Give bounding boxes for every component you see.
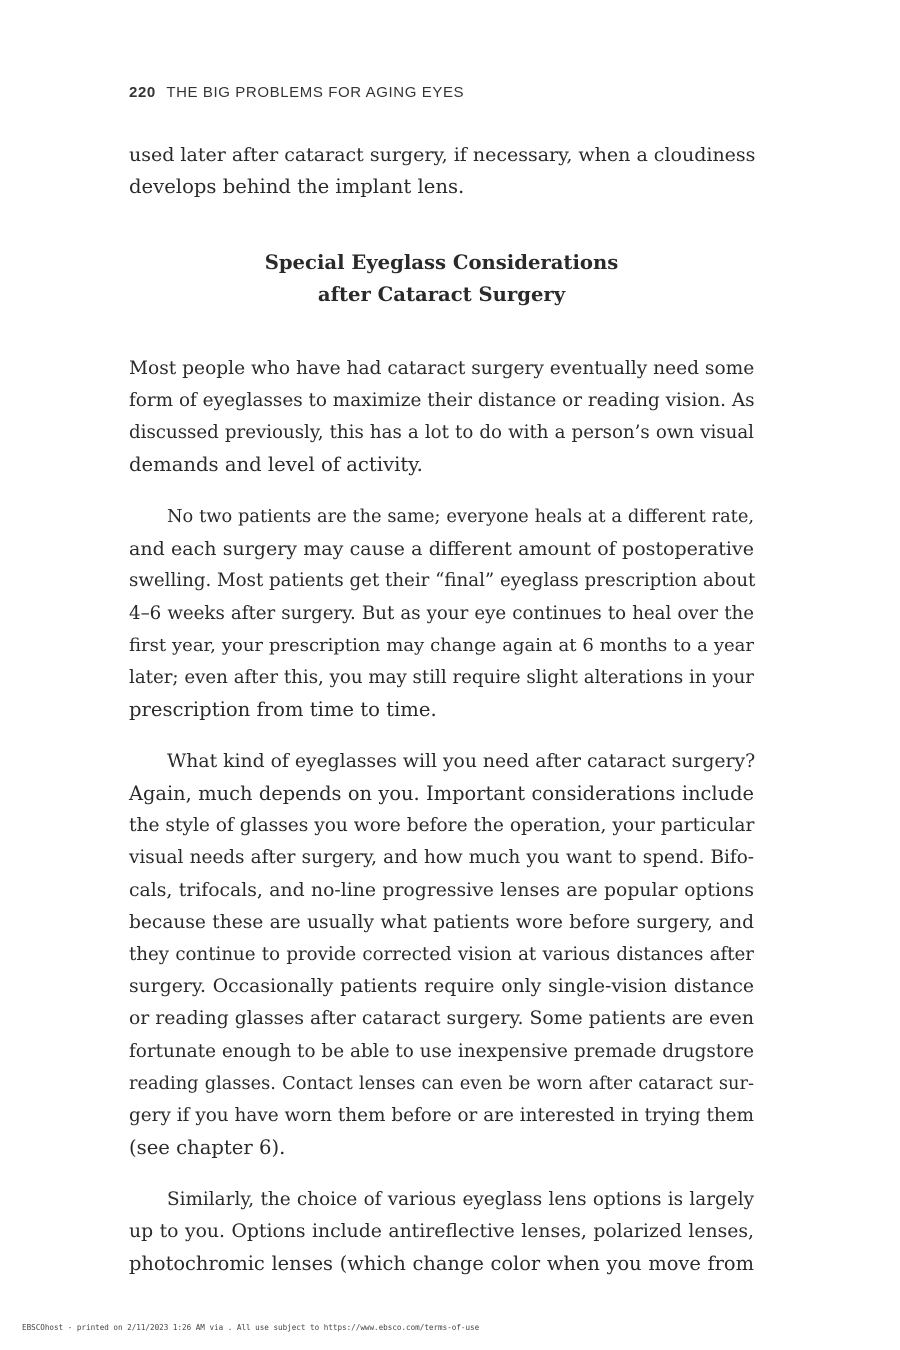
paragraph-line: form of eyeglasses to maximize their distance or reading vision. As xyxy=(129,389,755,411)
body-text xyxy=(129,333,754,1300)
paragraph-line: or reading glasses after cataract surgery. Some patients are even xyxy=(129,1008,754,1030)
paragraph-line: Similarly, the choice of various eyeglass lens options is largely xyxy=(167,1188,754,1210)
paragraph-line: up to you. Options include antireflective lenses, polarized lenses, xyxy=(129,1221,754,1243)
paragraph-line: surgery. Occasionally patients require only single-vision distance xyxy=(129,976,754,998)
paragraph-line: demands and level of activity. xyxy=(129,453,423,477)
paragraph-line: develops behind the implant lens. xyxy=(129,175,465,199)
paragraph-line: swelling. Most patients get their “final” eyeglass prescription about xyxy=(129,570,756,592)
paragraph-line: fortunate enough to be able to use inexpensive premade drugstore xyxy=(129,1040,754,1062)
paragraph-line: visual needs after surgery, and how much you want to spend. Bifo- xyxy=(129,847,754,869)
paragraph xyxy=(129,501,754,726)
section-heading-line: Special Eyeglass Considerations xyxy=(264,251,619,274)
paragraph xyxy=(129,353,754,482)
paragraph-line: discussed previously, this has a lot to do with a person’s own visual xyxy=(129,421,754,443)
paragraph-line: (see chapter 6). xyxy=(129,1136,286,1160)
running-head xyxy=(129,84,464,101)
paragraph-line: used later after cataract surgery, if necessary, when a cloudiness xyxy=(129,144,756,166)
paragraph xyxy=(129,746,754,1164)
paragraph-line: cals, trifocals, and no-line progressive lenses are popular options xyxy=(129,879,754,901)
paragraph-line: the style of glasses you wore before the operation, your particular xyxy=(129,815,755,837)
paragraph-line: reading glasses. Contact lenses can even be worn after cataract sur- xyxy=(129,1072,754,1094)
paragraph-line: No two patients are the same; everyone heals at a different rate, xyxy=(167,505,754,527)
paragraph-line: prescription from time to time. xyxy=(129,698,437,722)
page-number: 220 xyxy=(129,84,156,101)
paragraph-line: first year, your prescription may change again at 6 months to a year xyxy=(129,634,754,656)
paragraph-line: and each surgery may cause a different amount of postoperative xyxy=(129,538,754,561)
paragraph xyxy=(129,1184,754,1281)
print-footer: EBSCOhost - printed on 2/11/2023 1:26 AM via . All use subject to https://www.ebsco.com/terms-of-use xyxy=(22,1323,480,1332)
section-heading xyxy=(129,247,754,312)
paragraph-line: later; even after this, you may still require slight alterations in your xyxy=(129,666,754,688)
paragraph-line: Again, much depends on you. Important considerations include xyxy=(129,782,754,806)
paragraph-line: Most people who have had cataract surgery eventually need some xyxy=(129,357,755,379)
opening-paragraph xyxy=(129,139,754,203)
running-head-title: THE BIG PROBLEMS FOR AGING EYES xyxy=(166,84,465,101)
paragraph-line: 4–6 weeks after surgery. But as your eye continues to heal over the xyxy=(129,602,754,624)
paragraph-line: What kind of eyeglasses will you need after cataract surgery? xyxy=(167,750,756,772)
section-heading-line: after Cataract Surgery xyxy=(317,283,566,307)
paragraph-line: photochromic lenses (which change color when you move from xyxy=(129,1252,754,1276)
paragraph-line: because these are usually what patients wore before surgery, and xyxy=(129,911,754,933)
paragraph-line: gery if you have worn them before or are interested in trying them xyxy=(129,1104,754,1126)
paragraph-line: they continue to provide corrected vision at various distances after xyxy=(129,943,754,965)
